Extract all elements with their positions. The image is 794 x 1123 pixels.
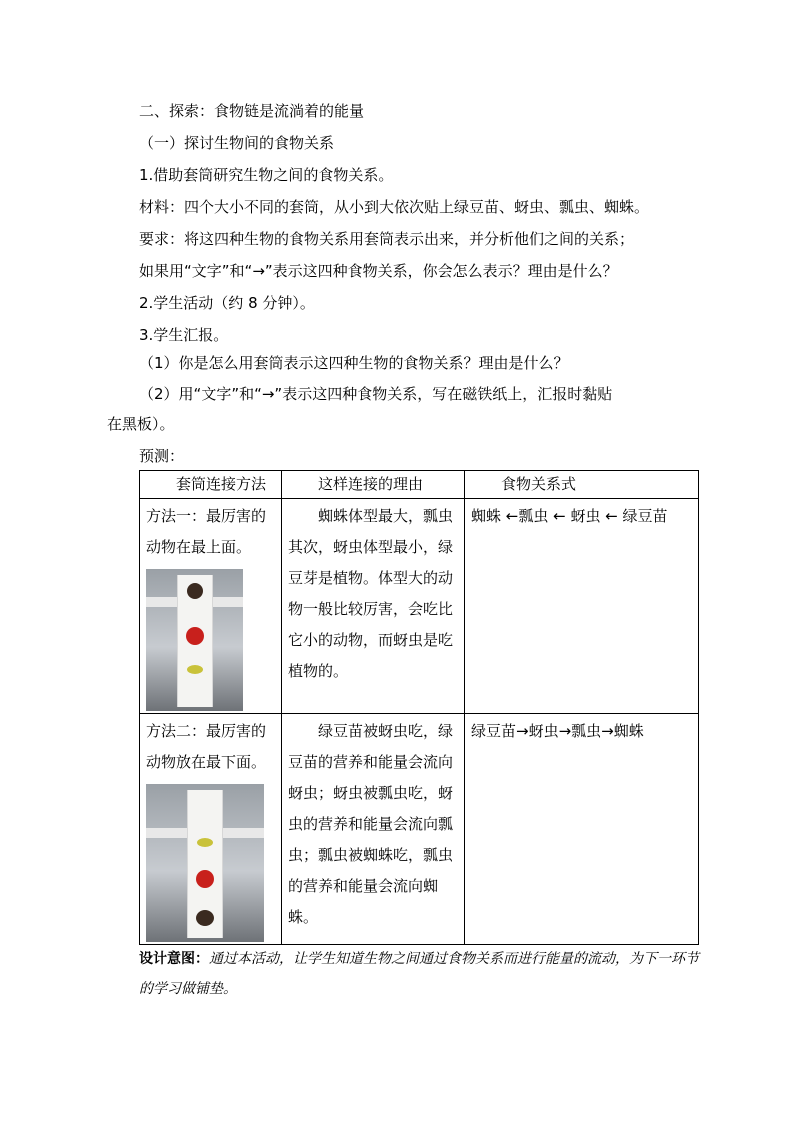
- header-reason: 这样连接的理由: [282, 471, 465, 499]
- question-1: （1）你是怎么用套筒表示这四种生物的食物关系？理由是什么？: [139, 354, 569, 372]
- relation-cell: 蜘蛛 ←瓢虫 ← 蚜虫 ← 绿豆苗: [465, 499, 699, 714]
- table-row: [140, 714, 699, 945]
- tubes-photo-method-2: [146, 784, 264, 942]
- design-intent-text: 通过本活动，让学生知道生物之间通过食物关系而进行能量的流动，为下一环节的学习做铺垫。: [139, 951, 699, 997]
- table-row: [140, 499, 699, 714]
- relation-cell: 绿豆苗→蚜虫→瓢虫→蜘蛛: [465, 714, 699, 945]
- method-text: 方法一：最厉害的动物在最上面。: [146, 507, 267, 556]
- section-heading: 二、探索：食物链是流淌着的能量: [139, 102, 365, 120]
- question-2-line1: （2）用“文字”和“→”表示这四种食物关系，写在磁铁纸上，汇报时黏贴: [139, 385, 613, 403]
- design-intent-label: 设计意图：: [139, 951, 209, 967]
- design-intent: [139, 944, 699, 1004]
- reason-cell: 蜘蛛体型最大，瓢虫其次，蚜虫体型最小，绿豆芽是植物。体型大的动物一般比较厉害，会吃比它小的动物，而蚜虫是吃植物的。: [282, 499, 465, 714]
- tubes-photo-method-1: [146, 569, 243, 711]
- reason-cell: 绿豆苗被蚜虫吃，绿豆苗的营养和能量会流向蚜虫；蚜虫被瓢虫吃，蚜虫的营养和能量会流向瓢虫；瓢虫被蜘蛛吃，瓢虫的营养和能量会流向蜘蛛。: [282, 714, 465, 945]
- requirement-text: 要求：将这四种生物的食物关系用套筒表示出来，并分析他们之间的关系；: [139, 230, 635, 248]
- method-text: 方法二：最厉害的动物放在最下面。: [146, 722, 267, 771]
- materials-text: 材料：四个大小不同的套筒，从小到大依次贴上绿豆苗、蚜虫、瓢虫、蜘蛛。: [139, 198, 650, 216]
- header-relation: 食物关系式: [465, 471, 699, 499]
- table-header-row: [140, 471, 699, 499]
- item-2: 2.学生活动（约 8 分钟）。: [139, 294, 315, 312]
- item-3: 3.学生汇报。: [139, 326, 229, 344]
- question-text: 如果用“文字”和“→”表示这四种食物关系，你会怎么表示？理由是什么？: [139, 262, 618, 280]
- prediction-label: 预测：: [139, 447, 185, 465]
- method-cell: [140, 714, 282, 945]
- method-cell: [140, 499, 282, 714]
- prediction-table: [139, 470, 699, 945]
- question-2-line2: 在黑板）。: [107, 415, 175, 433]
- item-1: 1.借助套筒研究生物之间的食物关系。: [139, 166, 394, 184]
- header-method: 套筒连接方法: [140, 471, 282, 499]
- subsection-heading: （一）探讨生物间的食物关系: [139, 134, 335, 152]
